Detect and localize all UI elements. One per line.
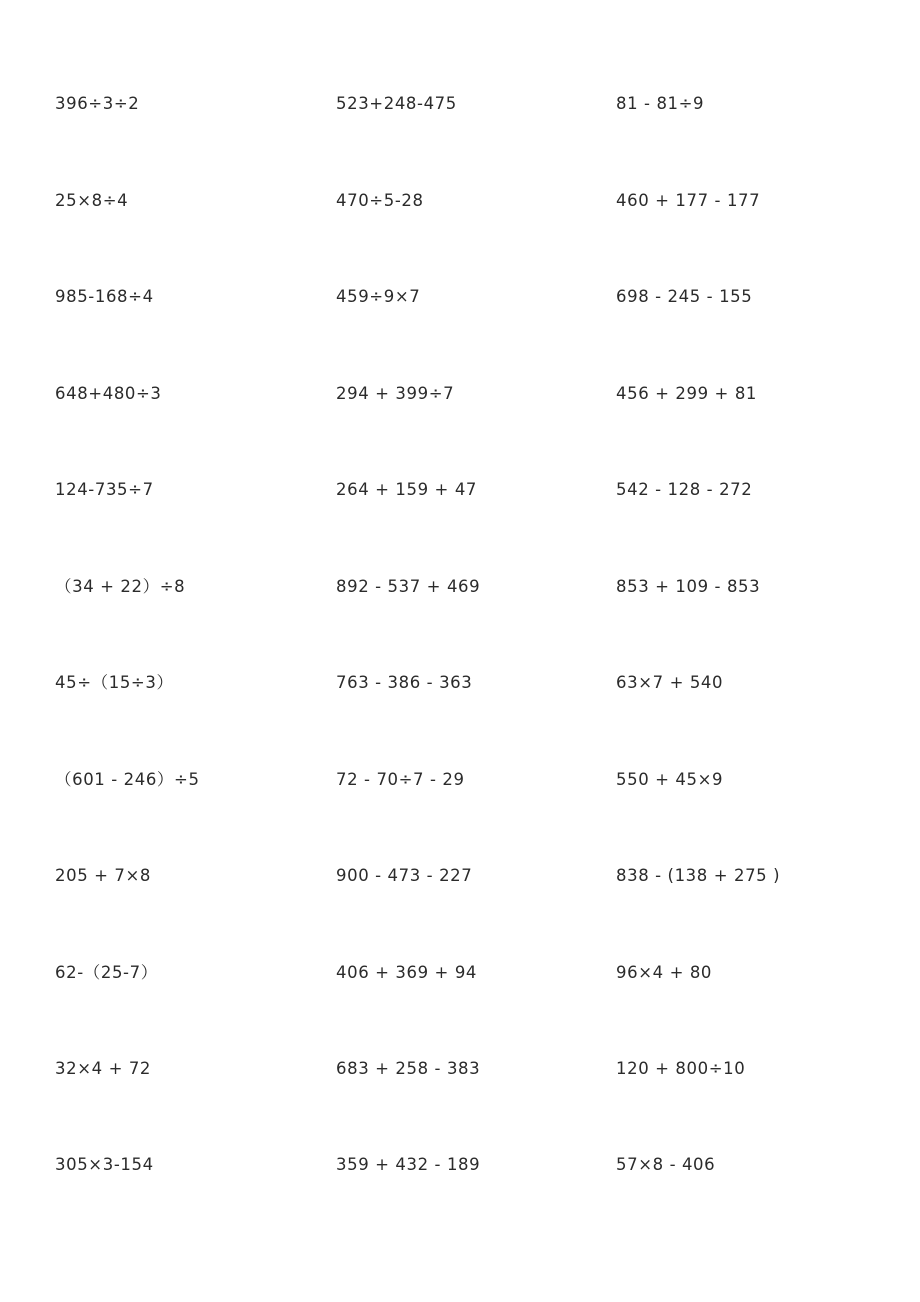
problem: 985-168÷4 <box>55 287 154 306</box>
problem: （601 - 246）÷5 <box>55 770 200 789</box>
problem: 25×8÷4 <box>55 191 129 210</box>
problem-row <box>0 92 920 116</box>
problem: 470÷5-28 <box>336 191 424 210</box>
problem-row <box>0 768 920 792</box>
problem: 305×3-154 <box>55 1155 154 1174</box>
problem: 120 + 800÷10 <box>616 1059 746 1078</box>
problem: 892 - 537 + 469 <box>336 577 481 596</box>
problem: 81 - 81÷9 <box>616 94 705 113</box>
problem: 550 + 45×9 <box>616 770 724 789</box>
problem: 523+248-475 <box>336 94 457 113</box>
problem: 900 - 473 - 227 <box>336 866 473 885</box>
problem: 63×7 + 540 <box>616 673 724 692</box>
problem: 57×8 - 406 <box>616 1155 716 1174</box>
problem: 96×4 + 80 <box>616 963 713 982</box>
problem: 542 - 128 - 272 <box>616 480 753 499</box>
problem-row <box>0 961 920 985</box>
problem: 264 + 159 + 47 <box>336 480 478 499</box>
problem-row <box>0 671 920 695</box>
problem-row <box>0 382 920 406</box>
problem: 359 + 432 - 189 <box>336 1155 481 1174</box>
problem-row <box>0 189 920 213</box>
problem: 72 - 70÷7 - 29 <box>336 770 465 789</box>
problem: 683 + 258 - 383 <box>336 1059 481 1078</box>
problem: 460 + 177 - 177 <box>616 191 761 210</box>
problem: 32×4 + 72 <box>55 1059 152 1078</box>
problem-row <box>0 864 920 888</box>
problem: （34 + 22）÷8 <box>55 577 186 596</box>
problem-row <box>0 1057 920 1081</box>
problem: 698 - 245 - 155 <box>616 287 753 306</box>
problem: 456 + 299 + 81 <box>616 384 758 403</box>
problem-row <box>0 1153 920 1177</box>
problem: 45÷（15÷3） <box>55 673 174 692</box>
problem-row <box>0 285 920 309</box>
problem: 838 - (138 + 275 ) <box>616 866 781 885</box>
problem: 853 + 109 - 853 <box>616 577 761 596</box>
problem: 763 - 386 - 363 <box>336 673 473 692</box>
problem: 648+480÷3 <box>55 384 162 403</box>
problem: 294 + 399÷7 <box>336 384 455 403</box>
problem: 459÷9×7 <box>336 287 421 306</box>
problem: 406 + 369 + 94 <box>336 963 478 982</box>
problem: 396÷3÷2 <box>55 94 140 113</box>
problem-row <box>0 478 920 502</box>
problem: 205 + 7×8 <box>55 866 152 885</box>
problem: 124-735÷7 <box>55 480 154 499</box>
problem: 62-（25-7） <box>55 963 158 982</box>
problem-row <box>0 575 920 599</box>
